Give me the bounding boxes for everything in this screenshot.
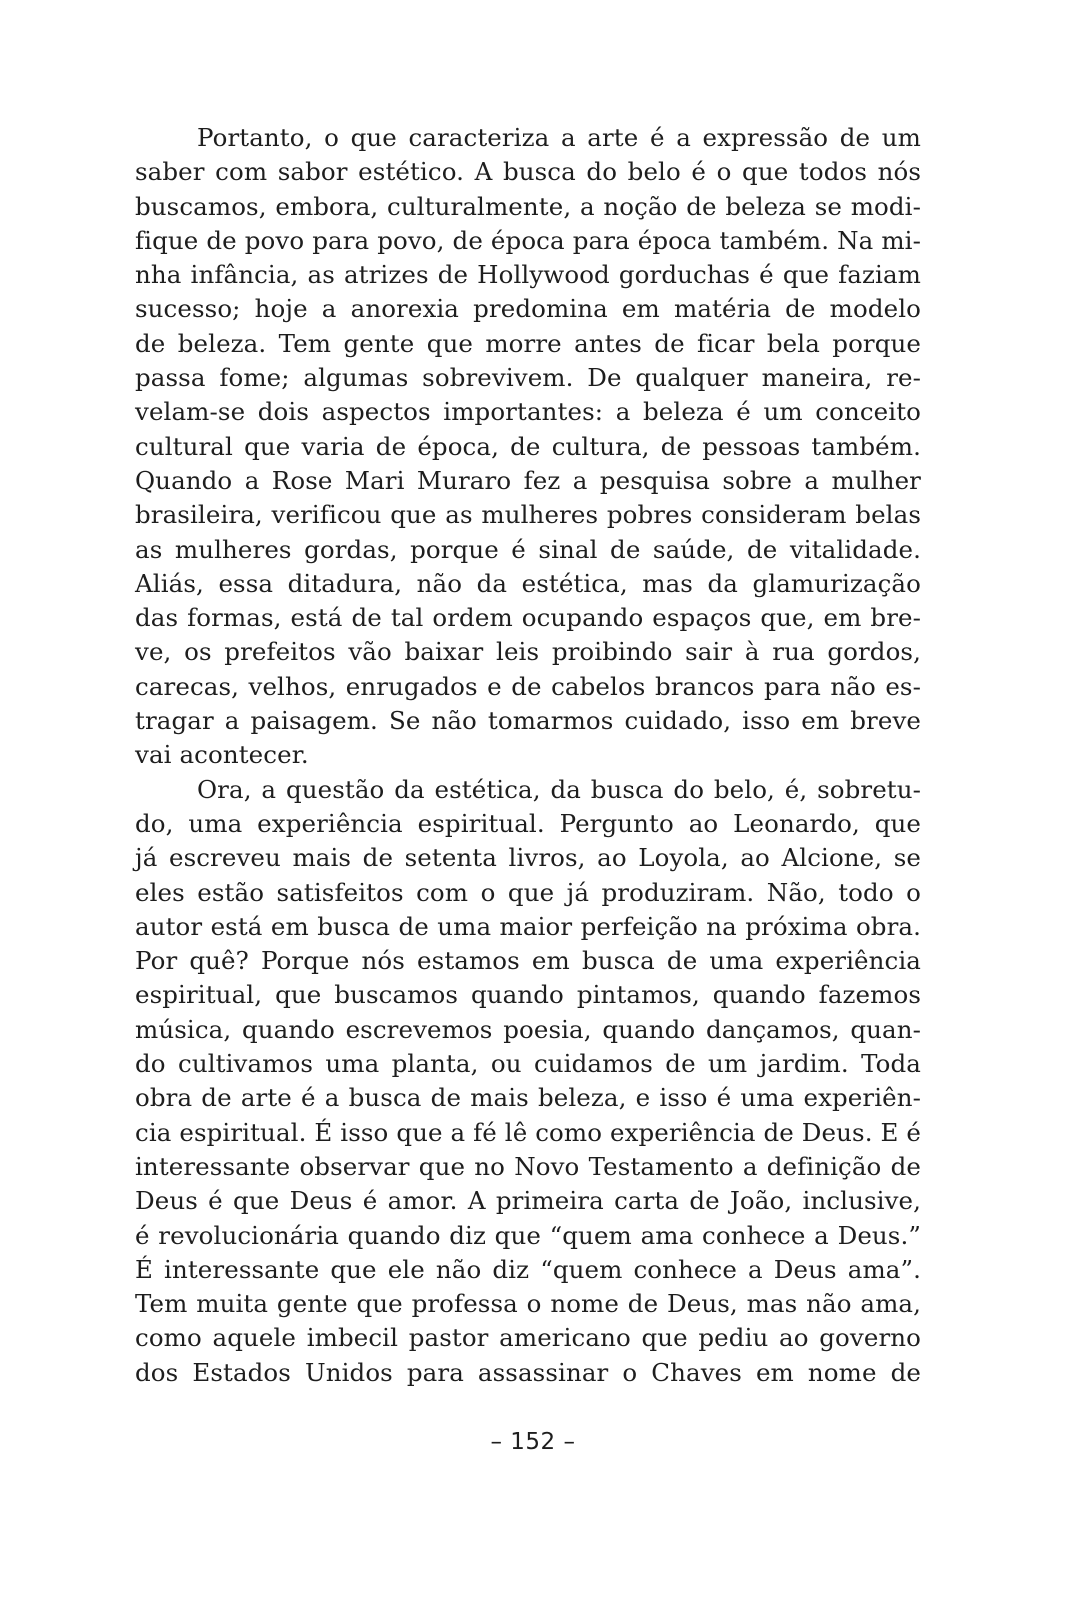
text-line: cia espiritual. É isso que a fé lê como experiência de Deus. E é	[135, 1117, 921, 1147]
text-line: dos Estados Unidos para assassinar o Chaves em nome de	[135, 1357, 921, 1387]
text-line: É interessante que ele não diz “quem conhece a Deus ama”.	[135, 1254, 921, 1284]
text-line: autor está em busca de uma maior perfeição na próxima obra.	[135, 911, 921, 941]
text-line: vai acontecer.	[135, 740, 309, 770]
text-line: brasileira, verificou que as mulheres pobres consideram belas	[135, 500, 921, 530]
text-line: Tem muita gente que professa o nome de Deus, mas não ama,	[135, 1289, 921, 1319]
text-line: interessante observar que no Novo Testamento a definição de	[135, 1151, 921, 1181]
text-line: as mulheres gordas, porque é sinal de saúde, de vitalidade.	[135, 534, 921, 564]
paragraph	[135, 121, 921, 773]
body-text	[135, 121, 921, 1390]
text-line: Ora, a questão da estética, da busca do belo, é, sobretu-	[197, 774, 921, 804]
text-line: do, uma experiência espiritual. Pergunto ao Leonardo, que	[135, 808, 921, 838]
text-line: tragar a paisagem. Se não tomarmos cuidado, isso em breve	[135, 706, 921, 736]
text-line: do cultivamos uma planta, ou cuidamos de um jardim. Toda	[135, 1049, 921, 1079]
text-line: nha infância, as atrizes de Hollywood gorduchas é que faziam	[135, 260, 921, 290]
text-line: saber com sabor estético. A busca do belo é o que todos nós	[135, 157, 921, 187]
text-line: Aliás, essa ditadura, não da estética, mas da glamurização	[135, 568, 921, 598]
text-line: como aquele imbecil pastor americano que pediu ao governo	[135, 1323, 921, 1353]
text-line: eles estão satisfeitos com o que já produziram. Não, todo o	[135, 877, 921, 907]
text-line: Quando a Rose Mari Muraro fez a pesquisa sobre a mulher	[135, 465, 921, 495]
text-line: de beleza. Tem gente que morre antes de ficar bela porque	[135, 328, 921, 358]
text-line: Deus é que Deus é amor. A primeira carta de João, inclusive,	[135, 1186, 921, 1216]
text-line: cultural que varia de época, de cultura, de pessoas também.	[135, 431, 921, 461]
text-line: buscamos, embora, culturalmente, a noção de beleza se modi-	[135, 191, 921, 221]
paragraph	[135, 773, 921, 1390]
text-line: Portanto, o que caracteriza a arte é a expressão de um	[197, 123, 921, 152]
text-line: espiritual, que buscamos quando pintamos, quando fazemos	[135, 980, 921, 1010]
text-line: passa fome; algumas sobrevivem. De qualquer maneira, re-	[135, 363, 921, 393]
text-line: carecas, velhos, enrugados e de cabelos brancos para não es-	[135, 671, 921, 701]
text-line: Por quê? Porque nós estamos em busca de uma experiência	[135, 946, 921, 976]
text-line: das formas, está de tal ordem ocupando espaços que, em bre-	[135, 603, 921, 633]
text-line: fique de povo para povo, de época para época também. Na mi-	[135, 225, 921, 255]
text-line: ve, os prefeitos vão baixar leis proibindo sair à rua gordos,	[135, 637, 921, 667]
text-line: obra de arte é a busca de mais beleza, e isso é uma experiên-	[135, 1083, 921, 1113]
page-number: – 152 –	[490, 1429, 576, 1455]
text-line: música, quando escrevemos poesia, quando dançamos, quan-	[135, 1014, 921, 1044]
text-line: velam-se dois aspectos importantes: a beleza é um conceito	[135, 397, 921, 427]
text-line: sucesso; hoje a anorexia predomina em matéria de modelo	[135, 294, 921, 324]
text-line: é revolucionária quando diz que “quem ama conhece a Deus.”	[135, 1220, 921, 1250]
text-line: já escreveu mais de setenta livros, ao Loyola, ao Alcione, se	[135, 843, 921, 873]
